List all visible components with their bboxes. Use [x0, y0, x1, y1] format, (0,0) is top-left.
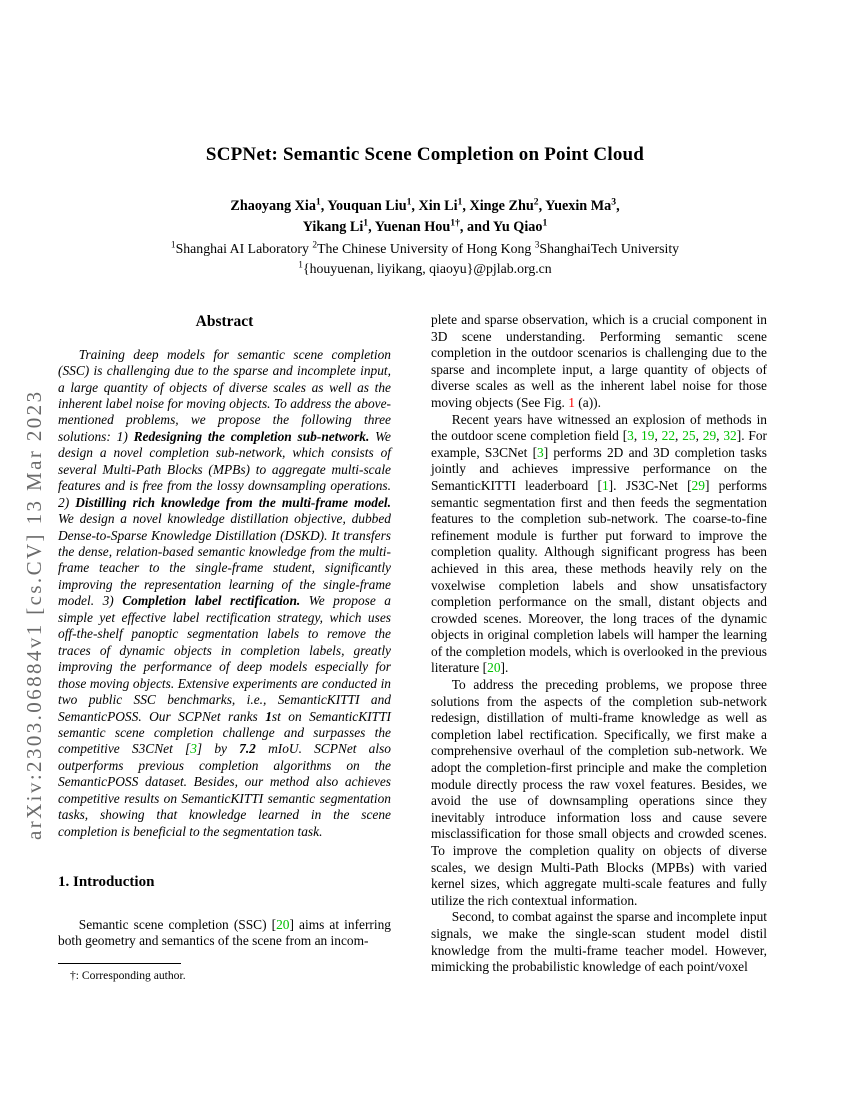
text-segment: ]. JS3C-Net [: [608, 477, 692, 493]
text-segment: Training deep models for semantic scene completion (SSC) is challenging due to the sparse and incomplete input, a large quantity of objects of diverse scales as well as the inherent label noise for moving objects. To address the above-mentioned problems, we propose the following three solutions: 1): [58, 346, 391, 444]
text-segment: ,: [411, 198, 419, 214]
text-segment: 1: [170, 240, 176, 251]
text-segment: Second, to combat against the sparse and incomplete input signals, we make the single-scan student model distil knowledge from the multi-frame teacher model. However, mimicking the probabilistic knowledge of each point/voxel: [431, 909, 767, 975]
text-segment: {houyuenan, liyikang, qiaoyu}@pjlab.org.cn: [302, 261, 552, 276]
citation-link[interactable]: 3: [627, 428, 634, 444]
citation-link[interactable]: 29: [702, 428, 717, 444]
text-segment: ] performs 2D and 3D completion tasks jointly and achieves impressive performance on the SemanticKITTI leaderboard [: [431, 444, 767, 493]
text-segment: 1: [265, 708, 272, 724]
text-segment: ]. For example, S3CNet [: [431, 428, 767, 460]
text-segment: , and Yu Qiao: [459, 219, 543, 235]
email-line: [0, 261, 850, 277]
text-segment: Xin Li: [418, 198, 458, 214]
citation-link[interactable]: 3: [190, 741, 197, 757]
text-segment: ,: [654, 428, 662, 444]
abstract-paragraph: [58, 347, 391, 841]
footnote-rule: [58, 963, 181, 964]
citation-link[interactable]: 32: [723, 428, 737, 444]
footnote-text: †: Corresponding author.: [70, 969, 186, 982]
text-segment: 1: [363, 217, 369, 229]
body-paragraph: [431, 412, 767, 678]
text-segment: Zhaoyang Xia: [230, 198, 316, 214]
text-segment: ,: [716, 428, 724, 444]
text-segment: ,: [695, 428, 703, 444]
citation-link[interactable]: 19: [641, 428, 655, 444]
text-segment: ] by: [196, 741, 240, 757]
text-segment: 2: [533, 196, 539, 208]
arxiv-watermark: arXiv:2303.06884v1 [cs.CV] 13 Mar 2023: [22, 389, 46, 840]
text-segment: ,: [675, 428, 683, 444]
citation-link[interactable]: 1: [601, 477, 609, 493]
text-segment: ShanghaiTech University: [539, 241, 680, 256]
text-segment: ,: [616, 198, 620, 214]
text-segment: Youquan Liu: [327, 198, 407, 214]
text-segment: (a)).: [574, 394, 601, 410]
author-line-2: [0, 219, 850, 236]
page-title: SCPNet: Semantic Scene Completion on Point Cloud: [205, 144, 645, 165]
section-heading-introduction: 1. Introduction: [58, 874, 155, 891]
text-segment: plete and sparse observation, which is a crucial component in 3D scene understanding. Performing semantic scene completion in the outdoor scenarios is challenging due to the sparse and incomplete input, a large quantity of objects of diverse scales as well as the inherent label noise for those moving objects (See Fig.: [431, 312, 767, 410]
text-segment: Distilling rich knowledge from the multi-frame model.: [75, 494, 391, 510]
citation-link[interactable]: 20: [487, 660, 501, 676]
text-segment: †: [455, 217, 460, 229]
text-segment: Semantic scene completion (SSC) [: [78, 916, 277, 932]
text-segment: The Chinese University of Hong Kong: [317, 241, 535, 256]
text-segment: We design a novel completion sub-network, which consists of several Multi-Path Blocks (MPBs) to aggregate multi-scale features and is free from the lossy downsampling operations. 2): [58, 428, 391, 510]
author-line-1: [0, 198, 850, 215]
text-segment: To address the preceding problems, we propose three solutions from the aspects of the completion sub-network redesign, distillation of multi-frame knowledge as well as completion label rectification. Specifically, we first make a comprehensive overhaul of the completion sub-network. We adopt the completion-first principle and make the completion module directly process the raw voxel features. Besides, we avoid the use of downsampling operations since they inevitably introduce information loss and cause severe misclassification for those small objects and crowded scenes. To improve the completion quality on objects of diverse scales, we design Multi-Path Blocks (MPBs) with varied kernel sizes, which aggregate multi-scale features and fully utilize the rich contextual information.: [431, 677, 767, 908]
citation-link[interactable]: 29: [691, 477, 705, 493]
text-segment: Completion label rectification.: [122, 593, 301, 609]
text-segment: We design a novel knowledge distillation objective, dubbed Dense-to-Sparse Knowledge Distillation (DSKD). It transfers the dense, relation-based semantic knowledge from the multi-frame teacher to the single-frame student, significantly improving the representation learning of the single-frame model. 3): [58, 511, 391, 609]
text-segment: 7.2: [239, 741, 256, 757]
text-segment: Yikang Li: [302, 219, 364, 235]
body-paragraph: [431, 677, 767, 909]
text-segment: Redesigning the completion sub-network.: [133, 428, 370, 444]
body-paragraph: [431, 312, 767, 412]
text-segment: 1: [542, 217, 548, 229]
introduction-paragraph: [58, 917, 391, 950]
text-segment: ] performs semantic segmentation first and then feeds the segmentation features to the completion sub-network. The coarse-to-fine refinement module is further put forward to improve the completion quality. Although significant progress has been achieved in this area, these methods heavily rely on the voxelwise completion labels and show unsatisfactory completion performance on the small, distant objects and crowded scenes. Moreover, the long traces of the dynamic objects in original completion labels will hamper the learning of the completion models, which is overlooked in the previous literature [: [431, 477, 767, 676]
text-segment: ,: [462, 198, 470, 214]
text-segment: 3: [611, 196, 617, 208]
text-segment: ,: [538, 198, 546, 214]
text-segment: Xinge Zhu: [469, 198, 534, 214]
text-segment: ].: [500, 660, 509, 676]
abstract-heading: Abstract: [195, 313, 254, 330]
text-segment: 1: [315, 196, 321, 208]
text-segment: Yuenan Hou: [374, 219, 451, 235]
citation-link[interactable]: 20: [276, 916, 290, 932]
citation-link[interactable]: 3: [537, 444, 544, 460]
right-column: [431, 312, 767, 976]
text-segment: 1: [457, 196, 463, 208]
text-segment: ,: [633, 428, 642, 444]
text-segment: Shanghai AI Laboratory: [175, 241, 313, 256]
text-segment: 1: [406, 196, 412, 208]
text-segment: 1: [298, 260, 303, 271]
text-segment: Recent years have witnessed an explosion of methods in the outdoor scene completion field [: [431, 411, 767, 444]
text-segment: We propose a simple yet effective label rectification strategy, which uses off-the-shelf panoptic segmentation labels to remove the traces of dynamic objects in completion labels, greatly improving the performance of deep models especially for those moving objects. Extensive experiments are conducted in two public SSC benchmarks, i.e., SemanticKITTI and SemanticPOSS. Our SCPNet ranks: [58, 593, 391, 724]
text-segment: st on SemanticKITTI semantic scene completion challenge and surpasses the competitive S3CNet [: [58, 708, 391, 757]
text-segment: mIoU. SCPNet also outperforms previous completion algorithms on the SemanticPOSS dataset. Besides, our method also achieves competitive results on SemanticKITTI semantic segmentation tasks, showing that knowledge learned in the scene completion is beneficial to the segmentation task.: [58, 741, 392, 839]
text-segment: Yuexin Ma: [545, 198, 612, 214]
citation-link[interactable]: 22: [661, 428, 676, 444]
footnote-block: [58, 963, 391, 982]
text-segment: ] aims at inferring both geometry and semantics of the scene from an incom-: [58, 916, 392, 949]
body-paragraph: [431, 909, 767, 975]
left-column: [58, 312, 391, 950]
text-segment: 2: [312, 240, 318, 251]
citation-link[interactable]: 25: [682, 428, 696, 444]
affiliations-line: [0, 241, 850, 257]
text-segment: ,: [368, 219, 375, 235]
text-segment: 3: [534, 240, 540, 251]
figure-ref-link[interactable]: 1: [568, 394, 575, 410]
text-segment: ,: [320, 198, 328, 214]
text-segment: 1: [450, 217, 456, 229]
